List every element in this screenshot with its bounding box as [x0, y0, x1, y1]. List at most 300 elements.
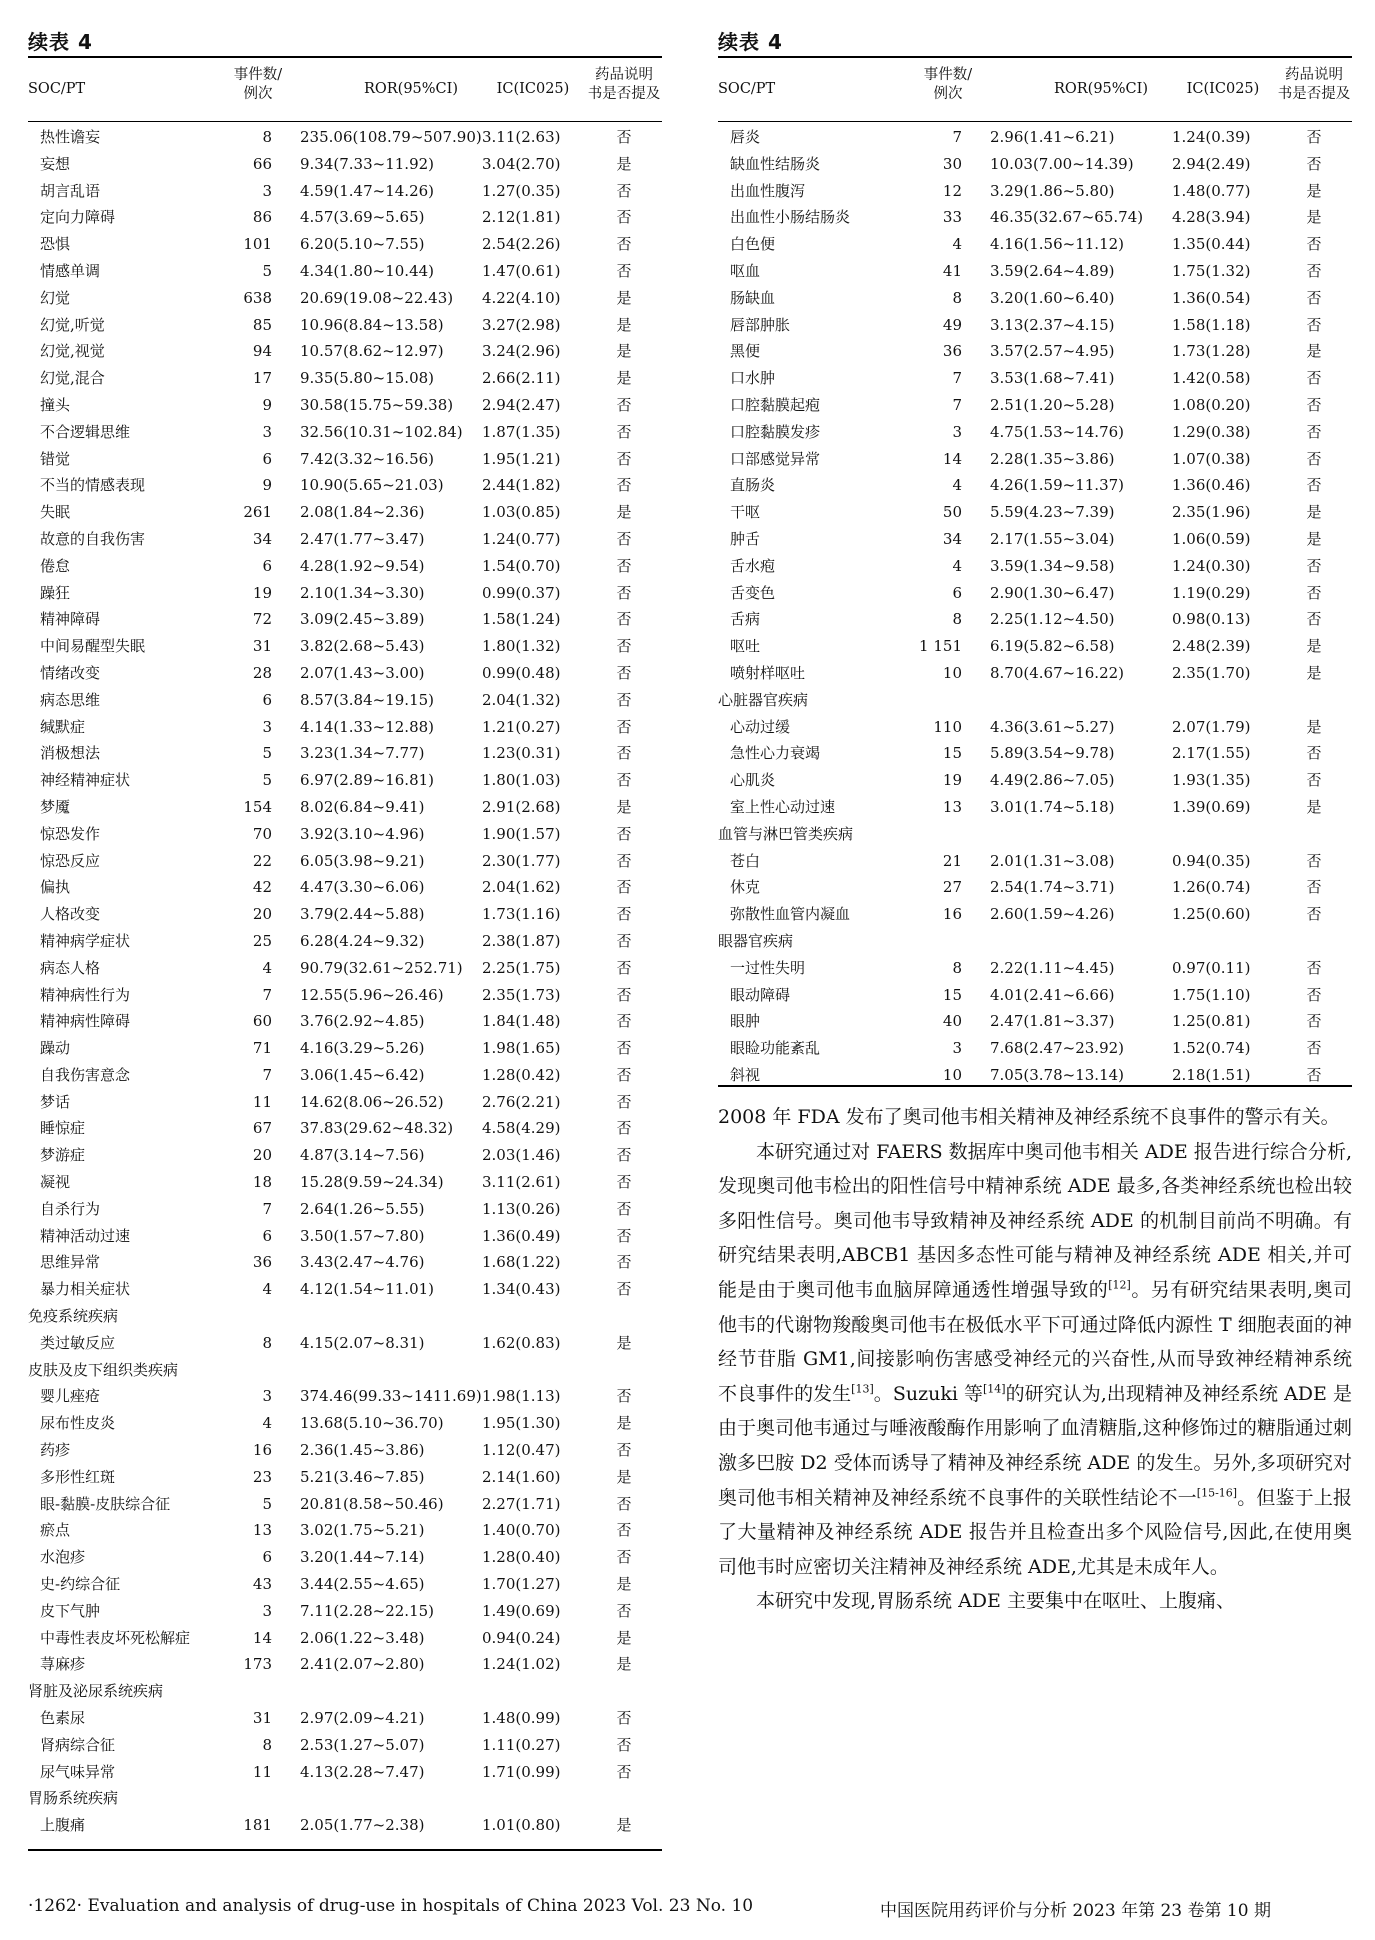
pt-cell: 情绪改变	[40, 663, 101, 682]
pt-cell: 出血性腹泻	[730, 181, 806, 200]
ror-cell: 10.57(8.62~12.97)	[300, 342, 444, 361]
label-mentioned-cell: 否	[616, 1065, 632, 1084]
table-row	[28, 740, 662, 767]
table-row	[28, 446, 662, 473]
soc-category-row	[28, 1785, 662, 1812]
count-cell: 3	[952, 422, 962, 441]
count-cell: 34	[252, 529, 272, 548]
header-n: 事件数/ 例次	[233, 67, 283, 102]
label-mentioned-cell: 否	[1306, 744, 1322, 763]
table-row	[718, 204, 1352, 231]
pt-cell: 瘀点	[40, 1521, 71, 1540]
ic-cell: 2.04(1.32)	[482, 690, 561, 709]
ror-cell: 6.20(5.10~7.55)	[300, 235, 425, 254]
ic-cell: 1.11(0.27)	[482, 1735, 561, 1754]
ic-cell: 1.28(0.42)	[482, 1065, 561, 1084]
label-mentioned-cell: 是	[616, 1628, 632, 1647]
table-row	[28, 874, 662, 901]
label-mentioned-cell: 否	[616, 1441, 632, 1460]
ic-cell: 3.11(2.61)	[482, 1173, 561, 1192]
table-row	[28, 794, 662, 821]
ror-cell: 2.47(1.77~3.47)	[300, 529, 425, 548]
pt-cell: 偏执	[40, 878, 71, 897]
citation-12[interactable]: [12]	[1108, 1278, 1131, 1292]
ror-cell: 2.17(1.55~3.04)	[990, 529, 1115, 548]
pt-cell: 幻觉	[40, 288, 71, 307]
table-row	[28, 1544, 662, 1571]
pt-cell: 故意的自我伤害	[40, 529, 146, 548]
count-cell: 154	[243, 797, 272, 816]
ic-cell: 2.17(1.55)	[1172, 744, 1251, 763]
pt-cell: 中间易醒型失眠	[40, 637, 146, 656]
pt-cell: 干呕	[730, 503, 761, 522]
ic-cell: 2.07(1.79)	[1172, 717, 1251, 736]
label-mentioned-cell: 否	[616, 1253, 632, 1272]
table-row	[718, 982, 1352, 1009]
pt-cell: 惊恐发作	[40, 824, 101, 843]
count-cell: 28	[252, 663, 272, 682]
count-cell: 10	[942, 663, 962, 682]
table-row	[718, 633, 1352, 660]
pt-cell: 梦游症	[40, 1146, 86, 1165]
ic-cell: 1.24(1.02)	[482, 1655, 561, 1674]
count-cell: 638	[243, 288, 272, 307]
table-row	[718, 446, 1352, 473]
pt-cell: 幻觉,混合	[40, 369, 105, 388]
ror-cell: 4.57(3.69~5.65)	[300, 208, 425, 227]
pt-cell: 精神病性行为	[40, 985, 131, 1004]
count-cell: 20	[252, 1146, 272, 1165]
ror-cell: 37.83(29.62~48.32)	[300, 1119, 454, 1138]
ror-cell: 20.81(8.58~50.46)	[300, 1494, 444, 1513]
ror-cell: 3.29(1.86~5.80)	[990, 181, 1115, 200]
table-row	[718, 365, 1352, 392]
table-row	[28, 982, 662, 1009]
count-cell: 40	[942, 1012, 962, 1031]
label-mentioned-cell: 是	[1306, 663, 1322, 682]
ic-cell: 1.08(0.20)	[1172, 395, 1251, 414]
pt-cell: 病态人格	[40, 958, 101, 977]
table-row	[718, 392, 1352, 419]
count-cell: 22	[252, 851, 272, 870]
pt-cell: 色素尿	[40, 1709, 86, 1728]
ic-cell: 1.87(1.35)	[482, 422, 561, 441]
count-cell: 3	[262, 717, 272, 736]
table-row	[28, 1008, 662, 1035]
ic-cell: 1.98(1.65)	[482, 1039, 561, 1058]
count-cell: 16	[252, 1441, 272, 1460]
count-cell: 67	[252, 1119, 272, 1138]
table-row	[28, 1651, 662, 1678]
table-row	[28, 821, 662, 848]
table-row	[28, 1035, 662, 1062]
table-row	[718, 714, 1352, 741]
ror-cell: 4.13(2.28~7.47)	[300, 1762, 425, 1781]
ic-cell: 1.13(0.26)	[482, 1199, 561, 1218]
pt-cell: 定向力障碍	[40, 208, 116, 227]
label-mentioned-cell: 是	[616, 288, 632, 307]
pt-cell: 直肠炎	[730, 476, 776, 495]
pt-cell: 惊恐反应	[40, 851, 101, 870]
ror-cell: 4.36(3.61~5.27)	[990, 717, 1115, 736]
count-cell: 7	[952, 395, 962, 414]
ic-cell: 1.24(0.30)	[1172, 556, 1251, 575]
label-mentioned-cell: 否	[1306, 1039, 1322, 1058]
pt-cell: 白色便	[730, 235, 776, 254]
table-row	[28, 714, 662, 741]
ror-cell: 2.08(1.84~2.36)	[300, 503, 425, 522]
ror-cell: 4.15(2.07~8.31)	[300, 1333, 425, 1352]
label-mentioned-cell: 是	[1306, 797, 1322, 816]
table-row	[28, 178, 662, 205]
ic-cell: 1.73(1.16)	[482, 905, 561, 924]
footer-left: ·1262· Evaluation and analysis of drug-use in hospitals of China 2023 Vol. 23 No. 10	[28, 1896, 754, 1916]
label-mentioned-cell: 否	[1306, 288, 1322, 307]
ror-cell: 2.07(1.43~3.00)	[300, 663, 425, 682]
ror-cell: 2.41(2.07~2.80)	[300, 1655, 425, 1674]
ror-cell: 90.79(32.61~252.71)	[300, 958, 463, 977]
table-header	[28, 60, 662, 120]
count-cell: 101	[243, 235, 272, 254]
citation-14[interactable]: [14]	[983, 1382, 1006, 1396]
count-cell: 25	[252, 931, 272, 950]
label-mentioned-cell: 是	[616, 1333, 632, 1352]
ic-cell: 1.48(0.77)	[1172, 181, 1251, 200]
pt-cell: 幻觉,听觉	[40, 315, 105, 334]
label-mentioned-cell: 否	[616, 878, 632, 897]
ror-cell: 2.06(1.22~3.48)	[300, 1628, 425, 1647]
pt-cell: 缺血性结肠炎	[730, 154, 821, 173]
count-cell: 15	[942, 985, 962, 1004]
ror-cell: 4.01(2.41~6.66)	[990, 985, 1115, 1004]
count-cell: 31	[252, 1709, 272, 1728]
label-mentioned-cell: 否	[616, 851, 632, 870]
header-ic: IC(IC025)	[496, 81, 570, 97]
pt-cell: 缄默症	[40, 717, 86, 736]
label-mentioned-cell: 否	[616, 128, 632, 146]
ic-cell: 0.94(0.24)	[482, 1628, 561, 1647]
ic-cell: 1.36(0.54)	[1172, 288, 1251, 307]
table-bottom-rule	[28, 1849, 662, 1851]
label-mentioned-cell: 否	[1306, 851, 1322, 870]
ror-cell: 6.28(4.24~9.32)	[300, 931, 425, 950]
ic-cell: 2.03(1.46)	[482, 1146, 561, 1165]
count-cell: 11	[252, 1092, 272, 1111]
ror-cell: 2.36(1.45~3.86)	[300, 1441, 425, 1460]
pt-cell: 精神病学症状	[40, 931, 131, 950]
pt-cell: 黑便	[730, 342, 761, 361]
ror-cell: 2.64(1.26~5.55)	[300, 1199, 425, 1218]
count-cell: 19	[252, 583, 272, 602]
table-row	[28, 1759, 662, 1786]
count-cell: 21	[942, 851, 962, 870]
ic-cell: 3.27(2.98)	[482, 315, 561, 334]
table-row	[28, 204, 662, 231]
pt-cell: 精神活动过速	[40, 1226, 131, 1245]
pt-cell: 喷射样呕吐	[730, 663, 806, 682]
pt-cell: 眼动障碍	[730, 985, 791, 1004]
ror-cell: 4.26(1.59~11.37)	[990, 476, 1125, 495]
table-row	[28, 1196, 662, 1223]
ic-cell: 1.07(0.38)	[1172, 449, 1251, 468]
paragraph-3: 本研究中发现,胃肠系统 ADE 主要集中在呕吐、上腹痛、	[756, 1590, 1235, 1613]
label-mentioned-cell: 否	[1306, 449, 1322, 468]
label-mentioned-cell: 是	[616, 154, 632, 173]
ror-cell: 7.42(3.32~16.56)	[300, 449, 435, 468]
count-cell: 27	[942, 878, 962, 897]
label-mentioned-cell: 否	[616, 1199, 632, 1218]
count-cell: 5	[262, 1494, 272, 1513]
paragraph-1: 2008 年 FDA 发布了奥司他韦相关精神及神经系统不良事件的警示有关。	[718, 1106, 1340, 1128]
pt-cell: 一过性失明	[730, 958, 806, 977]
count-cell: 10	[942, 1065, 962, 1084]
ic-cell: 1.90(1.57)	[482, 824, 561, 843]
ror-cell: 2.47(1.81~3.37)	[990, 1012, 1115, 1031]
soc-category-label: 免疫系统疾病	[28, 1307, 119, 1326]
label-mentioned-cell: 是	[616, 1467, 632, 1486]
citation-13[interactable]: [13]	[851, 1382, 874, 1396]
ror-cell: 3.13(2.37~4.15)	[990, 315, 1115, 334]
ror-cell: 2.90(1.30~6.47)	[990, 583, 1115, 602]
label-mentioned-cell: 否	[616, 1762, 632, 1781]
table-row	[28, 258, 662, 285]
label-mentioned-cell: 否	[616, 771, 632, 790]
ic-cell: 1.75(1.10)	[1172, 985, 1251, 1004]
ror-cell: 4.16(3.29~5.26)	[300, 1039, 425, 1058]
table-row	[28, 1223, 662, 1250]
ic-cell: 1.12(0.47)	[482, 1441, 561, 1460]
table-row	[28, 231, 662, 258]
pt-cell: 舌水疱	[730, 556, 776, 575]
pt-cell: 肿舌	[730, 529, 761, 548]
ic-cell: 1.36(0.46)	[1172, 476, 1251, 495]
table-row	[718, 955, 1352, 982]
table-top-rule	[28, 56, 662, 58]
table-row	[718, 124, 1352, 151]
label-mentioned-cell: 否	[616, 1601, 632, 1620]
label-mentioned-cell: 否	[1306, 958, 1322, 977]
ror-cell: 7.05(3.78~13.14)	[990, 1065, 1125, 1084]
ic-cell: 1.48(0.99)	[482, 1709, 561, 1728]
ic-cell: 1.28(0.40)	[482, 1548, 561, 1567]
paragraph-2-part-c: 。Suzuki 等	[873, 1382, 983, 1405]
table-row	[28, 1437, 662, 1464]
ror-cell: 2.53(1.27~5.07)	[300, 1735, 425, 1754]
table-row	[718, 874, 1352, 901]
table-row	[28, 580, 662, 607]
ic-cell: 1.80(1.03)	[482, 771, 561, 790]
ror-cell: 3.57(2.57~4.95)	[990, 342, 1115, 361]
table-row	[718, 848, 1352, 875]
label-mentioned-cell: 否	[1306, 422, 1322, 441]
count-cell: 30	[942, 154, 962, 173]
ic-cell: 1.03(0.85)	[482, 503, 561, 522]
pt-cell: 口腔黏膜发疹	[730, 422, 821, 441]
label-mentioned-cell: 否	[616, 1548, 632, 1567]
ror-cell: 15.28(9.59~24.34)	[300, 1173, 444, 1192]
count-cell: 261	[243, 503, 272, 522]
pt-cell: 舌病	[730, 610, 761, 629]
ic-cell: 1.84(1.48)	[482, 1012, 561, 1031]
ror-cell: 3.20(1.44~7.14)	[300, 1548, 425, 1567]
ror-cell: 4.16(1.56~11.12)	[990, 235, 1125, 254]
soc-category-row	[718, 928, 1352, 955]
label-mentioned-cell: 否	[616, 931, 632, 950]
pt-cell: 多形性红斑	[40, 1467, 116, 1486]
paragraph-2	[718, 1135, 1352, 1585]
table-body	[718, 124, 1352, 1089]
label-mentioned-cell: 否	[616, 556, 632, 575]
ror-cell: 2.25(1.12~4.50)	[990, 610, 1115, 629]
label-mentioned-cell: 是	[616, 342, 632, 361]
header-ror: ROR(95%CI)	[363, 81, 459, 97]
label-mentioned-cell: 否	[616, 1521, 632, 1540]
ic-cell: 2.94(2.49)	[1172, 154, 1251, 173]
table-row	[28, 1383, 662, 1410]
ror-cell: 9.35(5.80~15.08)	[300, 369, 435, 388]
citation-15-16[interactable]: [15-16]	[1196, 1486, 1238, 1500]
pt-cell: 倦怠	[40, 556, 71, 575]
label-mentioned-cell: 否	[1306, 128, 1322, 146]
soc-category-label: 皮肤及皮下组织类疾病	[28, 1360, 179, 1379]
label-mentioned-cell: 否	[616, 422, 632, 441]
count-cell: 3	[262, 1387, 272, 1406]
count-cell: 6	[262, 449, 272, 468]
label-mentioned-cell: 否	[1306, 395, 1322, 414]
ic-cell: 1.39(0.69)	[1172, 797, 1251, 816]
ror-cell: 2.05(1.77~2.38)	[300, 1816, 425, 1835]
ror-cell: 7.68(2.47~23.92)	[990, 1039, 1125, 1058]
ror-cell: 2.96(1.41~6.21)	[990, 128, 1115, 146]
soc-category-row	[28, 1303, 662, 1330]
ic-cell: 2.66(2.11)	[482, 369, 561, 388]
soc-category-label: 肾脏及泌尿系统疾病	[28, 1682, 164, 1701]
ic-cell: 1.40(0.70)	[482, 1521, 561, 1540]
ror-cell: 5.89(3.54~9.78)	[990, 744, 1115, 763]
table-header-rule	[28, 121, 662, 122]
ror-cell: 3.44(2.55~4.65)	[300, 1575, 425, 1594]
pt-cell: 不合逻辑思维	[40, 422, 131, 441]
pt-cell: 热性谵妄	[40, 128, 101, 146]
pt-cell: 胡言乱语	[40, 181, 101, 200]
table-row	[28, 606, 662, 633]
ror-cell: 4.47(3.30~6.06)	[300, 878, 425, 897]
table-row	[28, 365, 662, 392]
count-cell: 15	[942, 744, 962, 763]
ror-cell: 4.75(1.53~14.76)	[990, 422, 1125, 441]
ic-cell: 2.25(1.75)	[482, 958, 561, 977]
label-mentioned-cell: 是	[616, 1816, 632, 1835]
pt-cell: 病态思维	[40, 690, 101, 709]
label-mentioned-cell: 否	[1306, 905, 1322, 924]
count-cell: 50	[942, 503, 962, 522]
label-mentioned-cell: 否	[616, 181, 632, 200]
header-ror: ROR(95%CI)	[1053, 81, 1149, 97]
pt-cell: 苍白	[730, 851, 761, 870]
ror-cell: 3.59(1.34~9.58)	[990, 556, 1115, 575]
table-row	[28, 1464, 662, 1491]
label-mentioned-cell: 否	[1306, 985, 1322, 1004]
table-row	[28, 1491, 662, 1518]
pt-cell: 消极想法	[40, 744, 101, 763]
ror-cell: 4.87(3.14~7.56)	[300, 1146, 425, 1165]
ic-cell: 2.35(1.96)	[1172, 503, 1251, 522]
ic-cell: 2.27(1.71)	[482, 1494, 561, 1513]
ic-cell: 1.42(0.58)	[1172, 369, 1251, 388]
label-mentioned-cell: 否	[616, 395, 632, 414]
count-cell: 31	[252, 637, 272, 656]
table-row	[28, 1410, 662, 1437]
count-cell: 43	[252, 1575, 272, 1594]
table-row	[28, 553, 662, 580]
table-row	[28, 1625, 662, 1652]
count-cell: 85	[252, 315, 272, 334]
ic-cell: 1.75(1.32)	[1172, 261, 1251, 280]
label-mentioned-cell: 否	[616, 1387, 632, 1406]
soc-category-label: 心脏器官疾病	[718, 690, 809, 709]
ic-cell: 2.48(2.39)	[1172, 637, 1251, 656]
ror-cell: 46.35(32.67~65.74)	[990, 208, 1144, 227]
label-mentioned-cell: 是	[1306, 529, 1322, 548]
table-row	[718, 740, 1352, 767]
table-header	[718, 60, 1352, 120]
count-cell: 173	[243, 1655, 272, 1674]
label-mentioned-cell: 否	[1306, 154, 1322, 173]
count-cell: 8	[262, 128, 272, 146]
pt-cell: 思维异常	[40, 1253, 101, 1272]
ic-cell: 1.93(1.35)	[1172, 771, 1251, 790]
ic-cell: 1.95(1.21)	[482, 449, 561, 468]
table-row	[28, 419, 662, 446]
table-caption: 续表 4	[28, 30, 93, 54]
pt-cell: 眼肿	[730, 1012, 761, 1031]
ic-cell: 0.99(0.37)	[482, 583, 561, 602]
count-cell: 5	[262, 771, 272, 790]
pt-cell: 神经精神症状	[40, 771, 131, 790]
paragraph-2-part-b: 。另有研究结果表明,奥司他韦的代谢物羧酸奥司他韦在极低水平下可通过降低内源性 T 细胞表面的神经节苷脂 GM1,间接影响伤害感受神经元的兴奋性,从而导致神经精神系统不良事件的发生	[718, 1278, 1352, 1405]
count-cell: 14	[252, 1628, 272, 1647]
ic-cell: 2.30(1.77)	[482, 851, 561, 870]
table-row	[718, 312, 1352, 339]
ic-cell: 3.11(2.63)	[482, 128, 561, 146]
label-mentioned-cell: 否	[616, 449, 632, 468]
pt-cell: 药疹	[40, 1441, 71, 1460]
count-cell: 6	[262, 690, 272, 709]
count-cell: 41	[942, 261, 962, 280]
ic-cell: 2.38(1.87)	[482, 931, 561, 950]
label-mentioned-cell: 否	[616, 1494, 632, 1513]
ror-cell: 374.46(99.33~1411.69)	[300, 1387, 482, 1406]
ror-cell: 3.76(2.92~4.85)	[300, 1012, 425, 1031]
ror-cell: 3.09(2.45~3.89)	[300, 610, 425, 629]
ror-cell: 5.21(3.46~7.85)	[300, 1467, 425, 1486]
header-soc: SOC/PT	[28, 81, 86, 97]
pt-cell: 尿布性皮炎	[40, 1414, 116, 1433]
ic-cell: 1.34(0.43)	[482, 1280, 561, 1299]
label-mentioned-cell: 否	[1306, 878, 1322, 897]
article-body-text	[718, 1100, 1352, 1619]
table-row	[718, 231, 1352, 258]
table-row	[28, 1330, 662, 1357]
ror-cell: 7.11(2.28~22.15)	[300, 1601, 435, 1620]
table-bottom-rule	[718, 1085, 1352, 1087]
ror-cell: 4.14(1.33~12.88)	[300, 717, 435, 736]
pt-cell: 呕血	[730, 261, 761, 280]
label-mentioned-cell: 否	[1306, 610, 1322, 629]
label-mentioned-cell: 是	[616, 1575, 632, 1594]
ror-cell: 8.57(3.84~19.15)	[300, 690, 435, 709]
table-row	[28, 285, 662, 312]
